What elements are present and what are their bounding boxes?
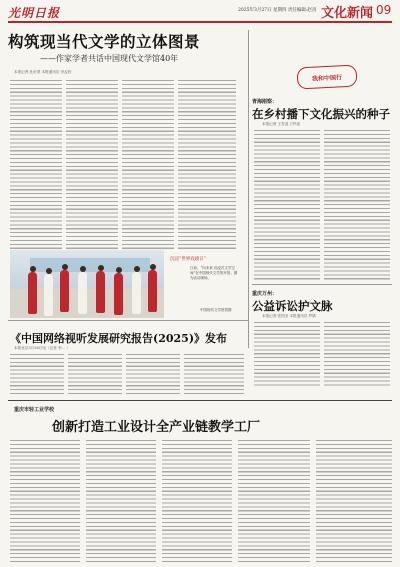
column-seal: 我和中国行 <box>296 64 357 89</box>
main-body-col-2 <box>66 80 118 250</box>
right-body-col-1 <box>254 130 320 280</box>
main-byline: 本报记者 杜沂蒙 本报通讯员 李孟欣 <box>14 70 72 74</box>
right2-byline: 本报记者 张国圣 本报通讯员 罗婧 <box>262 314 316 318</box>
right-section-label: 青海刚察： <box>252 99 278 105</box>
photo-performer <box>132 272 141 314</box>
photo-performer <box>28 272 37 314</box>
right2-section-label: 重庆万州： <box>252 291 278 297</box>
section-title: 文化新闻 <box>321 6 374 21</box>
photo-credit: 中国现代文学馆供图 <box>200 308 232 312</box>
right-headline: 在乡村播下文化振兴的种子 <box>252 107 390 121</box>
report-body-col-2 <box>68 354 122 394</box>
bottom-body-col-1 <box>10 440 80 562</box>
main-headline: 构筑现当代文学的立体图景 <box>8 32 201 51</box>
right-divider <box>252 284 392 285</box>
bottom-section-label: 重庆市轻工业学校 <box>14 407 55 413</box>
report-body-col-1 <box>10 354 64 394</box>
bottom-body-col-2 <box>86 440 156 562</box>
photo-caption: 日前，“向未来·沉浸式文学空间”在中国现代文学馆开馆。图为活动现场。 <box>190 266 238 280</box>
bottom-body-col-4 <box>238 440 310 562</box>
right2-body-col-2 <box>324 322 390 388</box>
masthead-rule <box>8 21 392 23</box>
main-subheadline: ——作家学者共话中国现代文学馆40年 <box>40 54 179 63</box>
bottom-body-col-3 <box>162 440 232 562</box>
photo-performer <box>78 272 87 314</box>
report-body-col-3 <box>126 354 180 394</box>
main-body-col-3 <box>122 80 174 250</box>
issue-date: 2025年3月27日 星期四 责任编辑:赵涛 <box>238 8 317 13</box>
bottom-headline: 创新打造工业设计全产业链教学工厂 <box>52 420 261 435</box>
page-number: 09 <box>376 3 392 17</box>
bottom-body-col-5 <box>316 440 392 562</box>
photo-performer <box>114 273 123 315</box>
main-photo <box>10 250 164 318</box>
report-body-col-4 <box>184 354 244 394</box>
photo-performer <box>148 270 157 312</box>
report-byline: 本报北京3月26日电（记者 李... ） <box>14 346 70 350</box>
pull-quote: 沉浸“世界戏剧日” <box>170 257 207 262</box>
photo-performer <box>60 270 69 312</box>
main-body-col-1 <box>10 80 62 250</box>
newspaper-logo: 光明日报 <box>8 6 61 20</box>
right2-body-col-1 <box>254 322 320 388</box>
report-top-rule <box>8 320 248 321</box>
photo-performer <box>44 274 53 316</box>
right2-headline: 公益诉讼护文脉 <box>252 299 333 313</box>
right-byline: 本报记者 王雪迎 万玛加 <box>262 122 301 126</box>
photo-performer <box>96 271 105 313</box>
column-divider <box>248 30 249 348</box>
right-body-col-2 <box>324 130 390 280</box>
main-body-col-4 <box>178 80 236 250</box>
report-headline: 《中国网络视听发展研究报告(2025)》发布 <box>10 332 228 345</box>
bottom-top-rule <box>8 400 392 401</box>
